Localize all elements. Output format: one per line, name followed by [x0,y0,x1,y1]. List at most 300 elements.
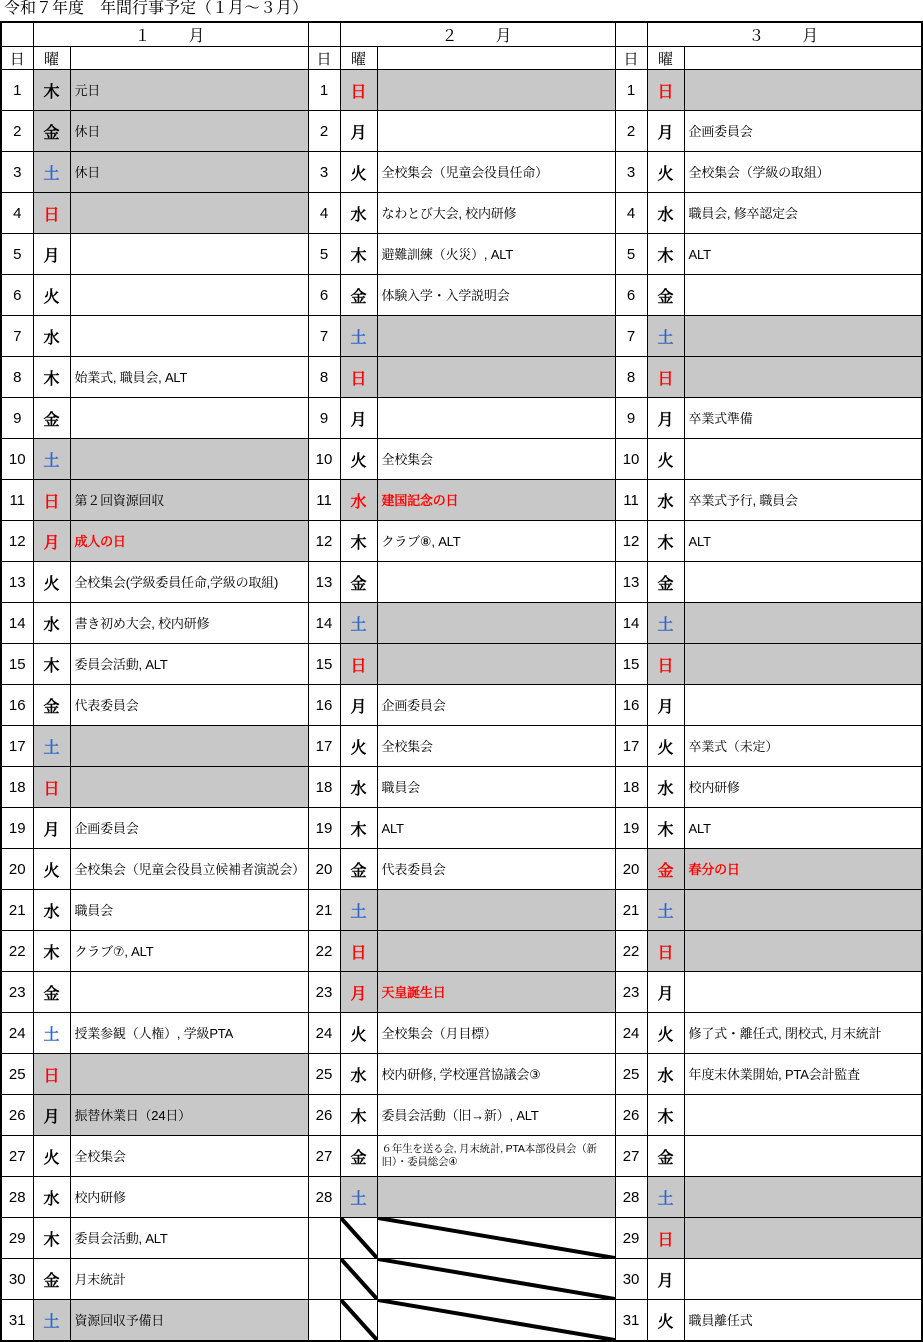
day-number-feb-20: 20 [308,849,340,890]
day-of-week-jan-28: 水 [33,1177,70,1218]
table-row [1,521,922,562]
day-of-week-jan-5: 月 [33,234,70,275]
table-row [1,480,922,521]
event-text: 修了式・離任式, 閉校式, 月末統計 [688,1025,882,1041]
day-number-mar-27: 27 [615,1136,647,1177]
day-number-feb-2: 2 [308,111,340,152]
event-cell-mar-19 [684,808,922,849]
page-title: 令和７年度 年間行事予定（１月～３月） [4,0,309,17]
day-of-week-mar-2: 月 [647,111,684,152]
day-of-week-mar-15: 日 [647,644,684,685]
event-cell-jan-10 [70,439,308,480]
event-text: 全校集会 [381,738,433,754]
table-row [1,603,922,644]
event-cell-jan-28 [70,1177,308,1218]
table-row [1,808,922,849]
event-cell-mar-22 [684,931,922,972]
day-of-week-jan-25: 日 [33,1054,70,1095]
day-number-feb-4: 4 [308,193,340,234]
day-number-mar-26: 26 [615,1095,647,1136]
event-cell-mar-2 [684,111,922,152]
table-row [1,1136,922,1177]
event-text: クラブ⑧, ALT [381,533,461,549]
event-text: 卒業式予行, 職員会 [688,492,798,508]
day-of-week-feb-30 [340,1259,377,1300]
day-number-feb-5: 5 [308,234,340,275]
day-number-mar-25: 25 [615,1054,647,1095]
table-row [1,398,922,439]
day-of-week-feb-26: 木 [340,1095,377,1136]
event-cell-mar-11 [684,480,922,521]
event-cell-feb-13 [377,562,615,603]
event-text: 職員会 [381,779,420,795]
event-text: 委員会活動, ALT [74,1230,168,1246]
table-row [1,152,922,193]
day-number-feb-11: 11 [308,480,340,521]
day-number-mar-5: 5 [615,234,647,275]
day-number-jan-10: 10 [1,439,33,480]
day-of-week-jan-2: 金 [33,111,70,152]
day-of-week-mar-30: 月 [647,1259,684,1300]
event-text: ６年生を送る会, 月末統計, PTA本部役員会（新旧）・委員総会④ [381,1143,597,1168]
event-cell-mar-18 [684,767,922,808]
event-cell-mar-21 [684,890,922,931]
day-of-week-mar-29: 日 [647,1218,684,1259]
day-number-feb-7: 7 [308,316,340,357]
header-event-jan [70,47,308,70]
day-number-jan-23: 23 [1,972,33,1013]
day-number-mar-15: 15 [615,644,647,685]
event-cell-feb-31 [377,1300,615,1342]
day-of-week-mar-11: 水 [647,480,684,521]
day-number-feb-1: 1 [308,70,340,111]
event-cell-jan-2 [70,111,308,152]
event-text: 全校集会 [381,451,433,467]
event-text: 体験入学・入学説明会 [381,287,510,303]
event-text: 振替休業日（24日） [74,1107,191,1123]
day-of-week-feb-8: 日 [340,357,377,398]
event-text: ALT [688,820,711,836]
day-of-week-feb-11: 水 [340,480,377,521]
event-text: ALT [381,820,404,836]
day-of-week-feb-1: 日 [340,70,377,111]
event-text: 避難訓練（火災）, ALT [381,246,514,262]
day-number-feb-9: 9 [308,398,340,439]
event-text: 職員離任式 [688,1312,753,1328]
day-number-mar-14: 14 [615,603,647,644]
day-of-week-feb-20: 金 [340,849,377,890]
month-title-row [1,22,922,47]
day-number-feb-25: 25 [308,1054,340,1095]
day-of-week-jan-30: 金 [33,1259,70,1300]
day-of-week-feb-14: 土 [340,603,377,644]
day-number-feb-28: 28 [308,1177,340,1218]
event-cell-mar-13 [684,562,922,603]
day-of-week-mar-18: 水 [647,767,684,808]
event-text: 資源回収予備日 [74,1312,165,1328]
header-day-mar: 日 [615,47,647,70]
event-cell-feb-2 [377,111,615,152]
day-number-mar-24: 24 [615,1013,647,1054]
day-of-week-mar-24: 火 [647,1013,684,1054]
day-number-jan-20: 20 [1,849,33,890]
day-number-feb-15: 15 [308,644,340,685]
day-number-jan-8: 8 [1,357,33,398]
day-of-week-mar-21: 土 [647,890,684,931]
table-row [1,234,922,275]
day-of-week-feb-9: 月 [340,398,377,439]
event-cell-jan-8 [70,357,308,398]
event-cell-mar-30 [684,1259,922,1300]
table-row [1,316,922,357]
event-cell-jan-26 [70,1095,308,1136]
day-number-feb-3: 3 [308,152,340,193]
day-number-feb-23: 23 [308,972,340,1013]
day-number-jan-21: 21 [1,890,33,931]
event-cell-jan-16 [70,685,308,726]
day-of-week-jan-6: 火 [33,275,70,316]
event-text: 職員会, 修卒認定会 [688,205,798,221]
day-of-week-jan-16: 金 [33,685,70,726]
day-of-week-mar-25: 水 [647,1054,684,1095]
day-of-week-feb-17: 火 [340,726,377,767]
event-cell-jan-4 [70,193,308,234]
day-of-week-jan-15: 木 [33,644,70,685]
day-number-jan-1: 1 [1,70,33,111]
day-number-mar-9: 9 [615,398,647,439]
day-of-week-mar-28: 土 [647,1177,684,1218]
event-cell-jan-22 [70,931,308,972]
day-of-week-mar-5: 木 [647,234,684,275]
event-cell-jan-19 [70,808,308,849]
event-cell-mar-14 [684,603,922,644]
event-cell-jan-12 [70,521,308,562]
day-of-week-jan-13: 火 [33,562,70,603]
month-spacer-mar [615,22,647,47]
event-cell-jan-14 [70,603,308,644]
table-row [1,562,922,603]
day-number-mar-29: 29 [615,1218,647,1259]
day-of-week-mar-12: 木 [647,521,684,562]
table-row [1,931,922,972]
event-cell-feb-19 [377,808,615,849]
event-text: 春分の日 [688,861,740,877]
event-text: 全校集会（学級の取組） [688,164,830,180]
event-text: 全校集会 [74,1148,126,1164]
event-cell-mar-31 [684,1300,922,1342]
day-number-jan-19: 19 [1,808,33,849]
event-cell-feb-6 [377,275,615,316]
event-cell-feb-24 [377,1013,615,1054]
strikethrough-diagonal-icon [378,1300,615,1340]
day-of-week-mar-7: 土 [647,316,684,357]
day-number-mar-16: 16 [615,685,647,726]
day-of-week-jan-7: 水 [33,316,70,357]
event-cell-jan-18 [70,767,308,808]
day-number-mar-23: 23 [615,972,647,1013]
event-cell-jan-5 [70,234,308,275]
event-cell-feb-16 [377,685,615,726]
event-text: 年度末休業開始, PTA会計監査 [688,1066,860,1082]
event-cell-jan-30 [70,1259,308,1300]
header-dow-jan: 曜 [33,47,70,70]
table-body [1,22,922,1341]
event-cell-feb-12 [377,521,615,562]
day-number-feb-26: 26 [308,1095,340,1136]
header-dow-feb: 曜 [340,47,377,70]
day-number-jan-26: 26 [1,1095,33,1136]
event-cell-jan-17 [70,726,308,767]
strikethrough-diagonal-icon [341,1300,377,1340]
table-row [1,1095,922,1136]
strikethrough-diagonal-icon [341,1218,377,1258]
event-cell-mar-29 [684,1218,922,1259]
day-of-week-mar-20: 金 [647,849,684,890]
event-text: 卒業式（未定） [688,738,779,754]
day-of-week-mar-27: 金 [647,1136,684,1177]
table-row [1,1013,922,1054]
table-row [1,890,922,931]
day-number-jan-9: 9 [1,398,33,439]
event-text: 職員会 [74,902,113,918]
strikethrough-diagonal-icon [341,1259,377,1299]
day-number-feb-10: 10 [308,439,340,480]
event-cell-mar-7 [684,316,922,357]
day-of-week-mar-31: 火 [647,1300,684,1342]
event-text: ALT [688,246,711,262]
table-row [1,275,922,316]
event-cell-jan-23 [70,972,308,1013]
day-number-mar-10: 10 [615,439,647,480]
month-title-mar: ３ 月 [647,22,922,47]
table-row [1,111,922,152]
day-of-week-mar-4: 水 [647,193,684,234]
day-number-mar-28: 28 [615,1177,647,1218]
event-cell-mar-26 [684,1095,922,1136]
event-cell-mar-3 [684,152,922,193]
day-of-week-jan-24: 土 [33,1013,70,1054]
table-row [1,193,922,234]
month-title-jan: １ 月 [33,22,308,47]
month-title-feb: ２ 月 [340,22,615,47]
header-event-mar [684,47,922,70]
table-row [1,70,922,111]
strikethrough-diagonal-icon [378,1259,615,1299]
day-of-week-jan-23: 金 [33,972,70,1013]
event-cell-mar-8 [684,357,922,398]
day-of-week-mar-1: 日 [647,70,684,111]
event-cell-feb-23 [377,972,615,1013]
day-of-week-feb-22: 日 [340,931,377,972]
day-number-jan-6: 6 [1,275,33,316]
day-of-week-mar-19: 木 [647,808,684,849]
day-of-week-feb-6: 金 [340,275,377,316]
event-cell-mar-24 [684,1013,922,1054]
event-text: 全校集会（児童会役員立候補者演説会） [74,861,305,877]
day-number-jan-27: 27 [1,1136,33,1177]
event-cell-feb-15 [377,644,615,685]
event-text: 委員会活動（旧→新）, ALT [381,1107,539,1123]
day-number-mar-20: 20 [615,849,647,890]
event-cell-feb-26 [377,1095,615,1136]
table-row [1,1054,922,1095]
event-cell-feb-1 [377,70,615,111]
event-text: クラブ⑦, ALT [74,943,154,959]
day-number-mar-13: 13 [615,562,647,603]
event-cell-mar-10 [684,439,922,480]
day-number-mar-21: 21 [615,890,647,931]
table-row [1,644,922,685]
day-of-week-mar-8: 日 [647,357,684,398]
day-of-week-feb-7: 土 [340,316,377,357]
header-dow-mar: 曜 [647,47,684,70]
day-of-week-mar-3: 火 [647,152,684,193]
day-number-jan-4: 4 [1,193,33,234]
day-of-week-jan-20: 火 [33,849,70,890]
day-of-week-jan-22: 木 [33,931,70,972]
month-spacer-jan [1,22,33,47]
event-cell-feb-5 [377,234,615,275]
event-cell-feb-21 [377,890,615,931]
day-number-mar-2: 2 [615,111,647,152]
event-text: 代表委員会 [74,697,139,713]
day-number-jan-3: 3 [1,152,33,193]
event-text: 委員会活動, ALT [74,656,168,672]
day-of-week-jan-3: 土 [33,152,70,193]
day-of-week-mar-10: 火 [647,439,684,480]
event-text: 元日 [74,82,101,98]
day-number-jan-15: 15 [1,644,33,685]
day-of-week-jan-29: 木 [33,1218,70,1259]
event-text: 全校集会（児童会役員任命） [381,164,548,180]
day-number-mar-8: 8 [615,357,647,398]
event-text: 卒業式準備 [688,410,753,426]
day-of-week-mar-16: 月 [647,685,684,726]
event-cell-jan-13 [70,562,308,603]
day-number-feb-14: 14 [308,603,340,644]
day-number-jan-14: 14 [1,603,33,644]
event-cell-feb-10 [377,439,615,480]
event-cell-jan-25 [70,1054,308,1095]
day-number-jan-11: 11 [1,480,33,521]
table-row [1,1259,922,1300]
event-cell-feb-25 [377,1054,615,1095]
day-of-week-feb-15: 日 [340,644,377,685]
day-of-week-feb-2: 月 [340,111,377,152]
day-number-jan-5: 5 [1,234,33,275]
event-cell-mar-15 [684,644,922,685]
event-cell-feb-20 [377,849,615,890]
event-cell-mar-20 [684,849,922,890]
day-number-feb-17: 17 [308,726,340,767]
day-of-week-mar-22: 日 [647,931,684,972]
day-of-week-jan-17: 土 [33,726,70,767]
day-of-week-feb-24: 火 [340,1013,377,1054]
event-cell-feb-9 [377,398,615,439]
event-text: 成人の日 [74,533,126,549]
event-text: 書き初め大会, 校内研修 [74,615,210,631]
day-number-jan-25: 25 [1,1054,33,1095]
day-number-jan-16: 16 [1,685,33,726]
event-text: 全校集会（月目標） [381,1025,497,1041]
event-cell-jan-9 [70,398,308,439]
header-day-feb: 日 [308,47,340,70]
day-of-week-feb-25: 水 [340,1054,377,1095]
day-number-feb-19: 19 [308,808,340,849]
strikethrough-diagonal-icon [378,1218,615,1258]
event-text: 校内研修, 学校運営協議会③ [381,1066,541,1082]
event-cell-mar-25 [684,1054,922,1095]
day-number-mar-17: 17 [615,726,647,767]
day-of-week-jan-26: 月 [33,1095,70,1136]
day-number-feb-6: 6 [308,275,340,316]
day-of-week-jan-21: 水 [33,890,70,931]
table-row [1,849,922,890]
event-text: 天皇誕生日 [381,984,446,1000]
day-number-feb-31 [308,1300,340,1342]
month-spacer-feb [308,22,340,47]
day-number-jan-12: 12 [1,521,33,562]
table-row [1,726,922,767]
day-of-week-jan-27: 火 [33,1136,70,1177]
event-cell-feb-17 [377,726,615,767]
day-of-week-jan-11: 日 [33,480,70,521]
day-number-feb-22: 22 [308,931,340,972]
event-text: 休日 [74,164,101,180]
day-of-week-jan-1: 木 [33,70,70,111]
event-text: 代表委員会 [381,861,446,877]
day-of-week-mar-6: 金 [647,275,684,316]
day-number-mar-18: 18 [615,767,647,808]
event-cell-jan-27 [70,1136,308,1177]
day-of-week-jan-4: 日 [33,193,70,234]
event-text: 第２回資源回収 [74,492,165,508]
day-number-mar-31: 31 [615,1300,647,1342]
event-cell-jan-29 [70,1218,308,1259]
header-day-jan: 日 [1,47,33,70]
day-of-week-jan-9: 金 [33,398,70,439]
table-row [1,972,922,1013]
day-of-week-feb-5: 木 [340,234,377,275]
day-number-jan-30: 30 [1,1259,33,1300]
day-number-mar-30: 30 [615,1259,647,1300]
event-cell-feb-27 [377,1136,615,1177]
event-text: 企画委員会 [688,123,753,139]
day-of-week-mar-9: 月 [647,398,684,439]
day-number-mar-11: 11 [615,480,647,521]
event-cell-feb-11 [377,480,615,521]
day-of-week-jan-10: 土 [33,439,70,480]
event-cell-mar-27 [684,1136,922,1177]
day-number-jan-7: 7 [1,316,33,357]
day-number-mar-19: 19 [615,808,647,849]
event-cell-mar-1 [684,70,922,111]
event-text: ALT [688,533,711,549]
day-of-week-mar-23: 月 [647,972,684,1013]
day-number-mar-1: 1 [615,70,647,111]
day-of-week-feb-29 [340,1218,377,1259]
day-number-feb-24: 24 [308,1013,340,1054]
event-cell-feb-30 [377,1259,615,1300]
day-of-week-feb-4: 水 [340,193,377,234]
day-number-jan-13: 13 [1,562,33,603]
event-cell-jan-21 [70,890,308,931]
day-number-jan-18: 18 [1,767,33,808]
day-number-jan-22: 22 [1,931,33,972]
event-cell-mar-4 [684,193,922,234]
event-cell-jan-7 [70,316,308,357]
day-number-mar-4: 4 [615,193,647,234]
